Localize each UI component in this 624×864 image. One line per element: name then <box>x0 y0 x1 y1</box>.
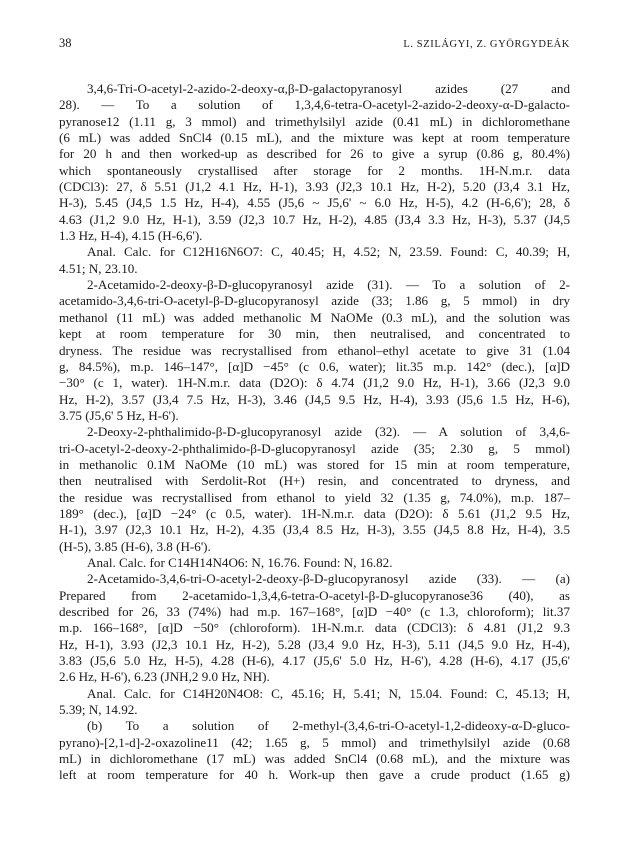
text-line: dryness. The residue was recrystallised from ethanol–ethyl acetate to give 31 (1.04 <box>59 342 570 358</box>
text-line: 3.75 (J5,6' 5 Hz, H-6'). <box>59 407 179 423</box>
text-line: H-1), 3.97 (J2,3 10.1 Hz, H-2), 4.35 (J3,4 8.5 Hz, H-3), 3.55 (J4,5 8.8 Hz, H-4), 3.5 <box>59 522 570 538</box>
text-line: (CDCl3): 27, δ 5.51 (J1,2 4.1 Hz, H-1), 3.93 (J2,3 10.1 Hz, H-2), 5.20 (J3,4 3.1 Hz, <box>59 179 570 195</box>
text-line: acetamido-3,4,6-tri-O-acetyl-β-D-glucopyranosyl azide (33; 1.86 g, 5 mmol) in dry <box>59 293 570 309</box>
text-line: 28). — To a solution of 1,3,4,6-tetra-O-acetyl-2-azido-2-deoxy-α-D-galacto- <box>59 97 570 113</box>
text-line: left at room temperature for 40 h. Work-up then gave a crude product (1.65 g) <box>59 767 570 783</box>
text-line: described for 26, 33 (74%) had m.p. 167–168°, [α]D −40° (c 1.3, chloroform); lit.37 <box>59 604 570 619</box>
text-line: g, 84.5%), m.p. 146–147°, [α]D −45° (c 0.6, water); lit.35 m.p. 142° (dec.), [α]D <box>59 358 570 374</box>
text-line: 4.63 (J1,2 9.0 Hz, H-1), 3.59 (J2,3 10.7 Hz, H-2), 4.85 (J3,4 3.3 Hz, H-3), 5.37 (J4,5 <box>59 211 570 227</box>
text-line: (6 mL) was added SnCl4 (0.15 mL), and the mixture was kept at room temperature <box>59 130 570 146</box>
text-line: 3.83 (J5,6 5.0 Hz, H-5), 4.28 (H-6), 4.17 (J5,6' 5.0 Hz, H-6'), 4.28 (H-6), 4.17 (J5,6' <box>59 653 570 669</box>
text-line: Hz, H-1), 3.93 (J2,3 10.1 Hz, H-2), 5.28 (J3,4 9.0 Hz, H-3), 5.11 (J4,5 9.0 Hz, H-4), <box>59 636 570 652</box>
text-line: pyrano)-[2,1-d]-2-oxazoline11 (42; 1.65 g, 5 mmol) and trimethylsilyl azide (0.68 <box>59 734 570 750</box>
text-line: Anal. Calc. for C14H20N4O8: C, 45.16; H, 5.41; N, 15.04. Found: C, 45.13; H, <box>87 685 570 701</box>
text-line: m.p. 166–168°, [α]D −50° (chloroform). 1H-N.m.r. data (CDCl3): δ 4.81 (J1,2 9.3 <box>59 620 570 636</box>
text-line: 5.39; N, 14.92. <box>59 702 138 718</box>
text-line: H-3), 5.45 (J4,5 1.5 Hz, H-4), 4.55 (J5,6 ~ J5,6' ~ 6.0 Hz, H-5), 4.2 (H-6,6'); 28, δ <box>59 195 570 211</box>
text-line: which spontaneously crystallised after storage for 2 months. 1H-N.m.r. data <box>59 162 570 178</box>
text-line: Prepared from 2-acetamido-1,3,4,6-tetra-O-acetyl-β-D-glucopyranose36 (40), as <box>59 587 570 603</box>
text-line: for 20 h and then worked-up as described for 26 to give a syrup (0.86 g, 80.4%) <box>59 146 570 162</box>
text-line: mL) in dichloromethane (17 mL) was added SnCl4 (0.68 mL), and the mixture was <box>59 751 570 767</box>
text-line: in methanolic 0.1M NaOMe (10 mL) was stored for 15 min at room temperature, <box>59 456 570 472</box>
text-line: Anal. Calc. for C12H16N6O7: C, 40.45; H, 4.52; N, 23.59. Found: C, 40.39; H, <box>87 244 570 260</box>
body-text <box>59 81 570 784</box>
text-line: 2-Acetamido-3,4,6-tri-O-acetyl-2-deoxy-β-D-glucopyranosyl azide (33). — (a) <box>87 571 570 587</box>
text-line: tri-O-acetyl-2-deoxy-2-phthalimido-β-D-glucopyranosyl azide (35; 2.30 g, 5 mmol) <box>59 440 570 456</box>
text-line: (H-5), 3.85 (H-6), 3.8 (H-6'). <box>59 538 211 554</box>
text-line: 189° (dec.), [α]D −24° (c 0.5, water). 1H-N.m.r. data (D2O): δ 5.61 (J1,2 9.5 Hz, <box>59 505 570 521</box>
text-line: the residue was recrystallised from ethanol to yield 32 (1.35 g, 74.0%), m.p. 187– <box>59 489 570 505</box>
running-head: L. SZILÁGYI, Z. GYÖRGYDEÁK <box>403 39 570 50</box>
text-line: 2-Acetamido-2-deoxy-β-D-glucopyranosyl azide (31). — To a solution of 2- <box>87 277 570 293</box>
text-line: Anal. Calc. for C14H14N4O6: N, 16.76. Found: N, 16.82. <box>87 554 393 570</box>
text-line: methanol (11 mL) was added methanolic M NaOMe (0.3 mL), and the solution was <box>59 309 570 325</box>
text-line: pyranose12 (1.11 g, 3 mmol) and trimethylsilyl azide (0.41 mL) in dichloromethane <box>59 113 570 129</box>
text-line: 2-Deoxy-2-phthalimido-β-D-glucopyranosyl azide (32). — A solution of 3,4,6- <box>87 424 570 440</box>
text-line: −30° (c 1, water). 1H-N.m.r. data (D2O): δ 4.74 (J1,2 9.0 Hz, H-1), 3.66 (J2,3 9.0 <box>59 375 570 391</box>
text-line: 3,4,6-Tri-O-acetyl-2-azido-2-deoxy-α,β-D-galactopyranosyl azides (27 and <box>87 81 570 96</box>
page-header <box>59 36 570 51</box>
text-line: 4.51; N, 23.10. <box>59 260 138 276</box>
text-line: 1.3 Hz, H-4), 4.15 (H-6,6'). <box>59 228 203 244</box>
text-line: Hz, H-2), 3.57 (J3,4 7.5 Hz, H-3), 3.46 (J4,5 9.5 Hz, H-4), 3.93 (J5,6 1.5 Hz, H-6), <box>59 391 570 407</box>
page-number: 38 <box>59 36 72 50</box>
text-line: then neutralised with Serdolit-Rot (H+) resin, and concentrated to dryness, and <box>59 473 570 489</box>
text-line: kept at room temperature for 30 min, then neutralised, and concentrated to <box>59 326 570 342</box>
text-line: 2.6 Hz, H-6'), 6.23 (JNH,2 9.0 Hz, NH). <box>59 669 270 685</box>
text-line: (b) To a solution of 2-methyl-(3,4,6-tri-O-acetyl-1,2-dideoxy-α-D-gluco- <box>87 718 570 734</box>
